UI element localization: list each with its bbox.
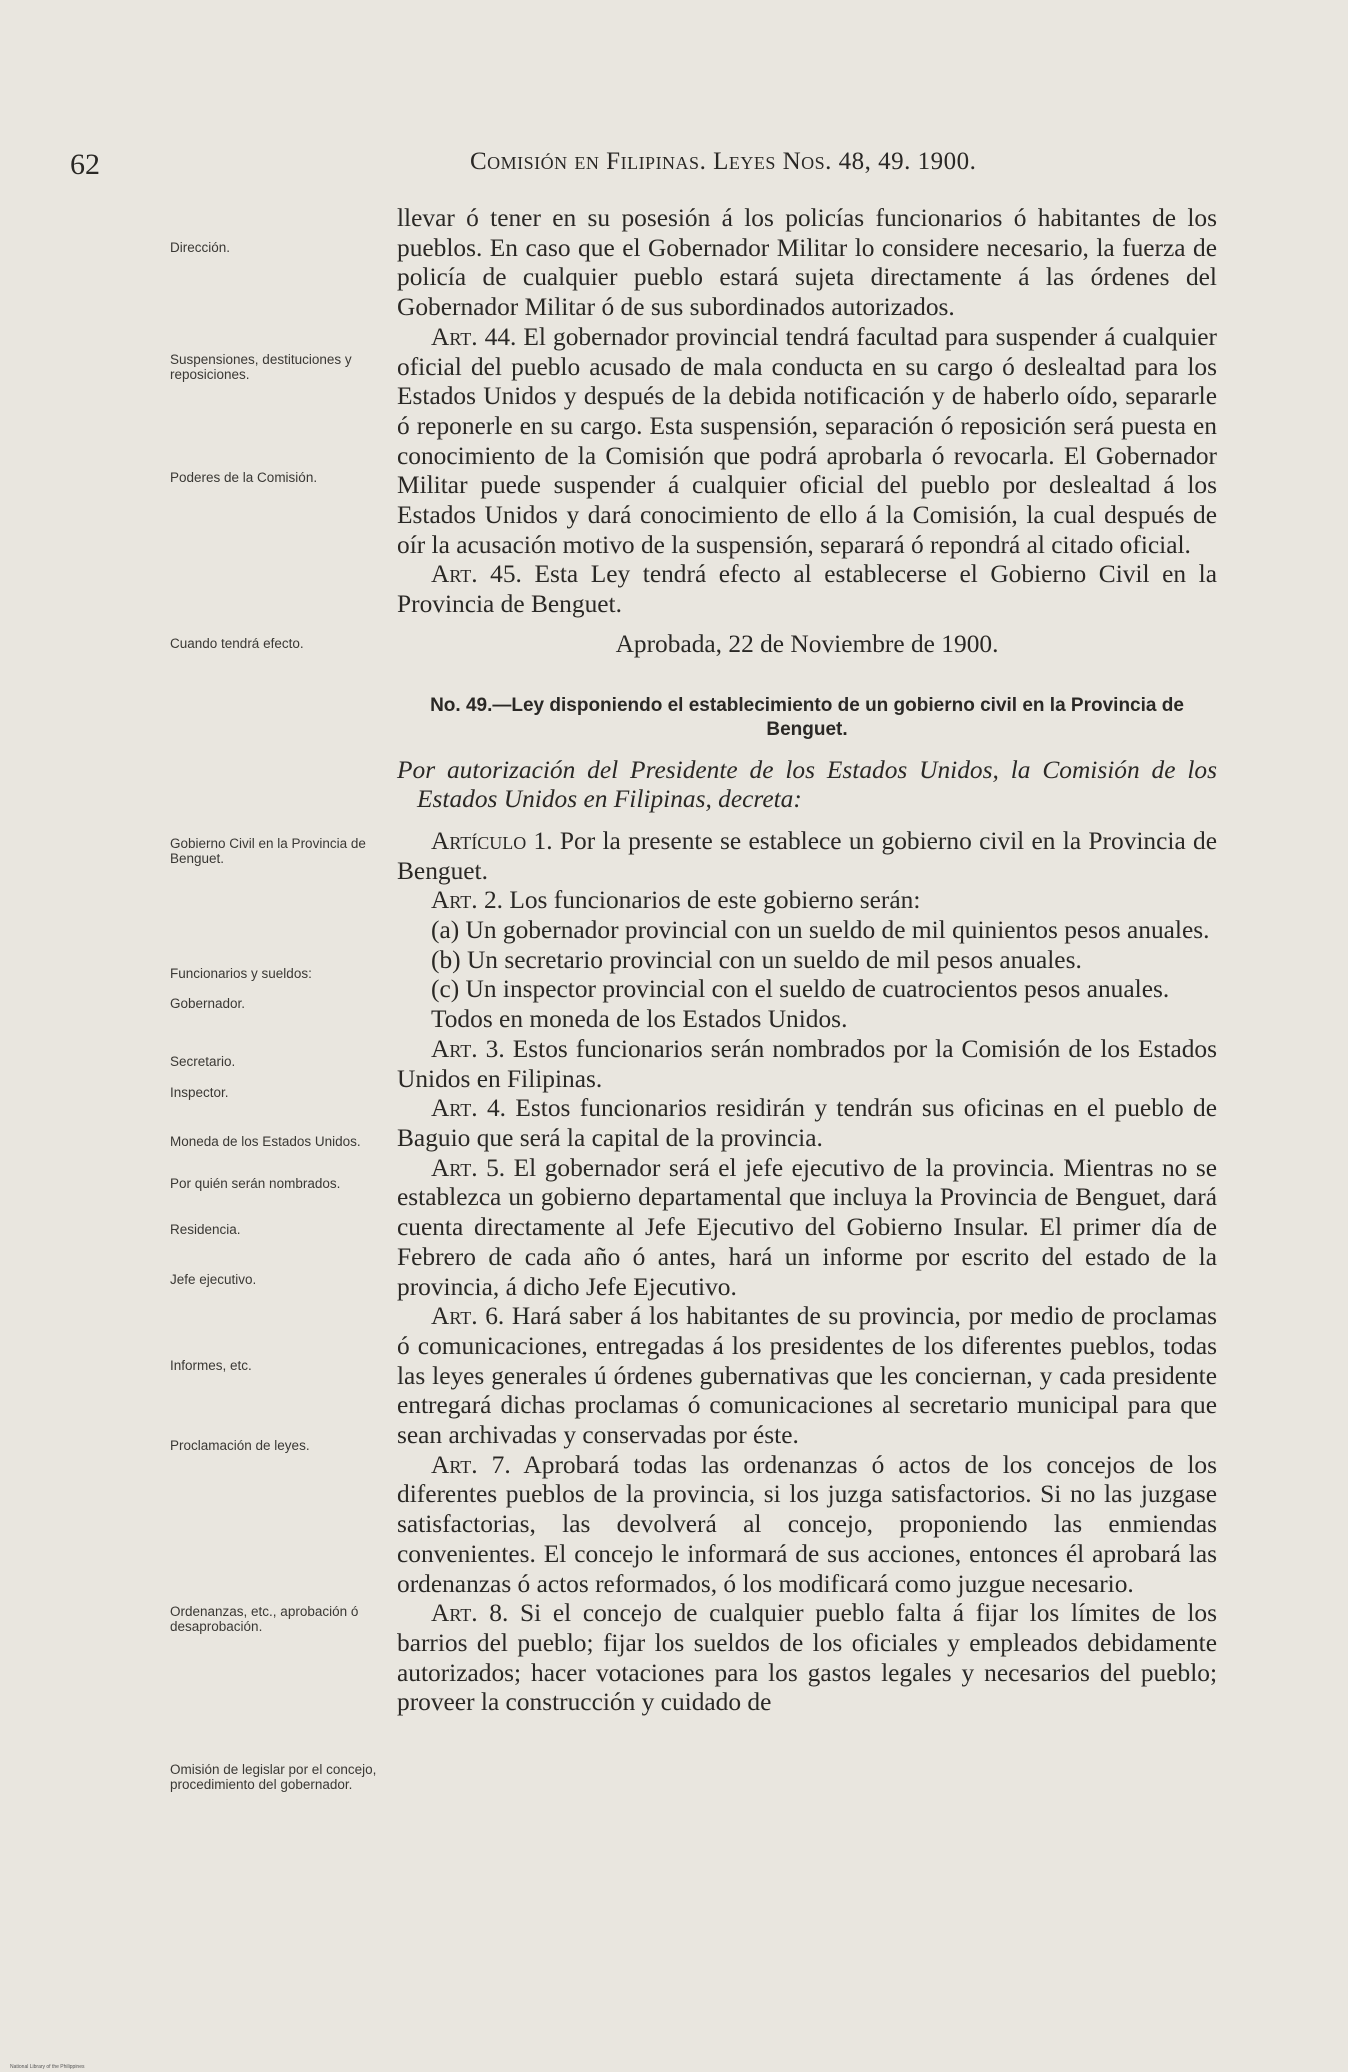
article-5	[397, 1154, 1217, 1303]
article-text: Los funcionarios de este gobierno serán:	[503, 886, 921, 915]
margin-note-gobernador: Gobernador.	[170, 996, 246, 1011]
article-2-b: (b) Un secretario provincial con un sueldo de mil pesos anuales.	[431, 945, 1082, 974]
margin-note-secretario: Secretario.	[170, 1054, 236, 1069]
article-text: El gobernador provincial tendrá facultad para suspender á cualquier oficial del pueblo acusado de mala conducta en su cargo ó deslealtad para los Estados Unidos y después de la debida notificación y de haberlo oído, separarle ó reponerle en su cargo. Esta suspensión, separación ó reposición será puesta en conocimiento de la Comisión que podrá aprobarla ó revocarla. El Gobernador Militar puede suspender á cualquier oficial del pueblo por deslealtad á los Estados Unidos y dará conocimiento de ello á la Comisión, la cual después de oír la acusación motivo de la suspensión, separará ó repondrá al citado oficial.	[397, 322, 1217, 559]
article-label: Art. 8.	[431, 1599, 509, 1628]
margin-note-direccion: Dirección.	[170, 240, 231, 255]
article-text: Hará saber á los habitantes de su provincia, por medio de proclamas ó comunicaciones, entregadas á los presidentes de los diferentes pueblos, todas las leyes generales ú órdenes gubernativas que les conciernan, y cada presidente entregará dichas proclamas ó comunicaciones al secretario municipal para que sean archivadas y conservadas por éste.	[397, 1302, 1217, 1450]
scan-footer: National Library of the Philippines	[10, 2064, 85, 2070]
article-45	[397, 560, 1217, 619]
article-text: Por la presente se establece un gobierno civil en la Provincia de Benguet.	[397, 826, 1217, 885]
article-44	[397, 323, 1217, 561]
article-label: Artículo 1.	[431, 826, 553, 855]
paragraph-continuation: llevar ó tener en su posesión á los policías funcionarios ó habitantes de los pueblos. En caso que el Gobernador Militar lo considere necesario, la fuerza de policía de cualquier pueblo estará sujeta directamente á las órdenes del Gobernador Militar ó de sus subordinados autorizados.	[397, 204, 1217, 322]
margin-note-ordenanzas: Ordenanzas, etc., aprobación ó desaprobación.	[170, 1604, 359, 1634]
margin-note-omision: Omisión de legislar por el concejo, procedimiento del gobernador.	[170, 1762, 377, 1792]
margin-note-proclamacion: Proclamación de leyes.	[170, 1438, 310, 1453]
article-8	[397, 1599, 1217, 1718]
article-text: El gobernador será el jefe ejecutivo de la provincia. Mientras no se establezca un gobierno departamental que incluya la Provincia de Benguet, dará cuenta directamente al Jefe Ejecutivo del Gobierno Insular. El primer día de Febrero de cada año ó antes, hará un informe por escrito del estado de la provincia, á dicho Jefe Ejecutivo.	[397, 1153, 1217, 1301]
margin-note-jefe: Jefe ejecutivo.	[170, 1272, 257, 1287]
margin-note-por-quien: Por quién serán nombrados.	[170, 1176, 341, 1191]
article-label: Art. 5.	[431, 1153, 506, 1182]
article-label: Art. 3.	[431, 1034, 505, 1063]
article-text: Esta Ley tendrá efecto al establecerse el Gobierno Civil en la Provincia de Benguet.	[397, 560, 1217, 619]
article-1	[397, 827, 1217, 886]
article-label: Art. 6.	[431, 1302, 505, 1331]
article-2-currency: Todos en moneda de los Estados Unidos.	[431, 1005, 848, 1034]
law-title: No. 49.—Ley disponiendo el establecimiento de un gobierno civil en la Provincia de Benguet.	[430, 694, 1184, 740]
article-label: Art. 7.	[431, 1450, 511, 1479]
article-4	[397, 1094, 1217, 1153]
article-label: Art. 4.	[431, 1094, 507, 1123]
article-6	[397, 1302, 1217, 1451]
margin-note-informes: Informes, etc.	[170, 1358, 252, 1373]
margin-note-funcionarios: Funcionarios y sueldos:	[170, 966, 312, 981]
margin-note-suspensiones: Suspensiones, destituciones y reposiciones.	[170, 352, 352, 382]
article-7	[397, 1451, 1217, 1600]
article-2	[397, 886, 1217, 916]
article-text: Aprobará todas las ordenanzas ó actos de los concejos de los diferentes pueblos de la provincia, si los juzga satisfactorios. Si no las juzgase satisfactorias, las devolverá al concejo, proponiendo las enmiendas convenientes. El concejo le informará de sus acciones, entonces él aprobará las ordenanzas ó actos reformados, ó los modificará como juzgue necesario.	[397, 1450, 1217, 1598]
page-number: 62	[70, 148, 100, 181]
article-text: Estos funcionarios serán nombrados por la Comisión de los Estados Unidos en Filipinas.	[397, 1034, 1217, 1093]
body-text	[397, 204, 1217, 1718]
margin-note-poderes: Poderes de la Comisión.	[170, 470, 318, 485]
approval-date: Aprobada, 22 de Noviembre de 1900.	[615, 629, 999, 658]
running-head: Comisión en Filipinas. Leyes Nos. 48, 49. 1900.	[470, 148, 977, 175]
article-2-c: (c) Un inspector provincial con el sueldo de cuatrocientos pesos anuales.	[431, 975, 1170, 1004]
article-3	[397, 1035, 1217, 1094]
margin-note-gobierno-civil: Gobierno Civil en la Provincia de Benguet.	[170, 836, 366, 866]
margin-note-moneda: Moneda de los Estados Unidos.	[170, 1134, 361, 1149]
preamble: Por autorización del Presidente de los Estados Unidos, la Comisión de los Estados Unidos en Filipinas, decreta:	[397, 755, 1217, 814]
article-text: Si el concejo de cualquier pueblo falta á fijar los límites de los barrios del pueblo; fijar los sueldos de los oficiales y empleados debidamente autorizados; hacer votaciones para los gastos legales y necesarios del pueblo; proveer la construcción y cuidado de	[397, 1599, 1217, 1717]
article-text: Estos funcionarios residirán y tendrán sus oficinas en el pueblo de Baguio que será la capital de la provincia.	[397, 1094, 1217, 1152]
margin-note-cuando: Cuando tendrá efecto.	[170, 636, 304, 651]
article-2-a: (a) Un gobernador provincial con un sueldo de mil quinientos pesos anuales.	[431, 916, 1210, 945]
article-label: Art. 2.	[431, 886, 503, 915]
margin-note-inspector: Inspector.	[170, 1085, 229, 1100]
margin-note-residencia: Residencia.	[170, 1222, 241, 1237]
article-label: Art. 44.	[431, 322, 517, 351]
article-label: Art. 45.	[431, 560, 522, 589]
